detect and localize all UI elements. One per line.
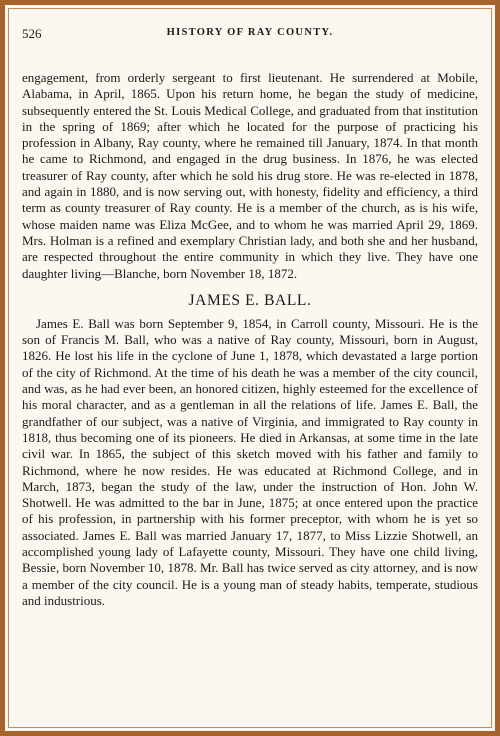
holman-paragraph: engagement, from orderly sergeant to first lieutenant. He surrendered at Mobile, Alabama, in April, 1865. Upon his return home, he began the study of medicine, subsequently entered the St. Louis Medical College, and graduated from that institution in the spring of 1869; after which he located for the purpose of practicing his profession in Albany, Ray county, where he remained till January, 1874. In that month he came to Richmond, and engaged in the drug business. In 1876, he was elected treasurer of Ray county, after which he sold his drug store. He was re-elected in 1878, and again in 1880, and is now serving out, with honesty, fidelity and efficiency, a third term as county treasurer of Ray county. He is a member of the church, as is his wife, whose maiden name was Eliza McGee, and to whom he was married April 29, 1869. Mrs. Holman is a refined and exemplary Christian lady, and both she and her husband, are respected throughout the entire community in which they live. They have one daughter living—Blanche, born November 18, 1872. bbox=[22, 70, 478, 281]
running-head bbox=[22, 26, 478, 44]
section-title: JAMES E. BALL. bbox=[188, 291, 312, 309]
page-number: 526 bbox=[22, 26, 42, 41]
book-title: HISTORY OF RAY COUNTY. bbox=[166, 27, 334, 38]
book-page bbox=[22, 26, 478, 609]
ball-paragraph: James E. Ball was born September 9, 1854, in Carroll county, Missouri. He is the son of Francis M. Ball, who was a native of Ray county, Missouri, born in August, 1826. He lost his life in the cyclone of June 1, 1878, which devastated a large portion of the city of Richmond. At the time of his death he was a member of the city council, and was, as he had ever been, an honored citizen, highly esteemed for the excellence of his moral character, and as a gentleman in all the relations of life. James E. Ball, the grandfather of our subject, was a native of Virginia, and immigrated to Ray county in 1818, thus becoming one of its pioneers. He died in Arkansas, at some time in the late civil war. In 1865, the subject of this sketch moved with his father and family to Richmond, where he now resides. He was educated at Richmond College, and in March, 1873, began the study of the law, under the instruction of Hon. John W. Shotwell. He was admitted to the bar in June, 1875; at once entered upon the practice of his profession, in partnership with his former preceptor, with whom he is yet so associated. James E. Ball was married January 17, 1877, to Miss Lizzie Shotwell, an accomplished young lady of Lafayette county, Missouri. They have one child living, Bessie, born November 10, 1878. Mr. Ball has twice served as city attorney, and is now a member of the city council. He is a young man of steady habits, temperate, studious and industrious. bbox=[22, 315, 478, 608]
